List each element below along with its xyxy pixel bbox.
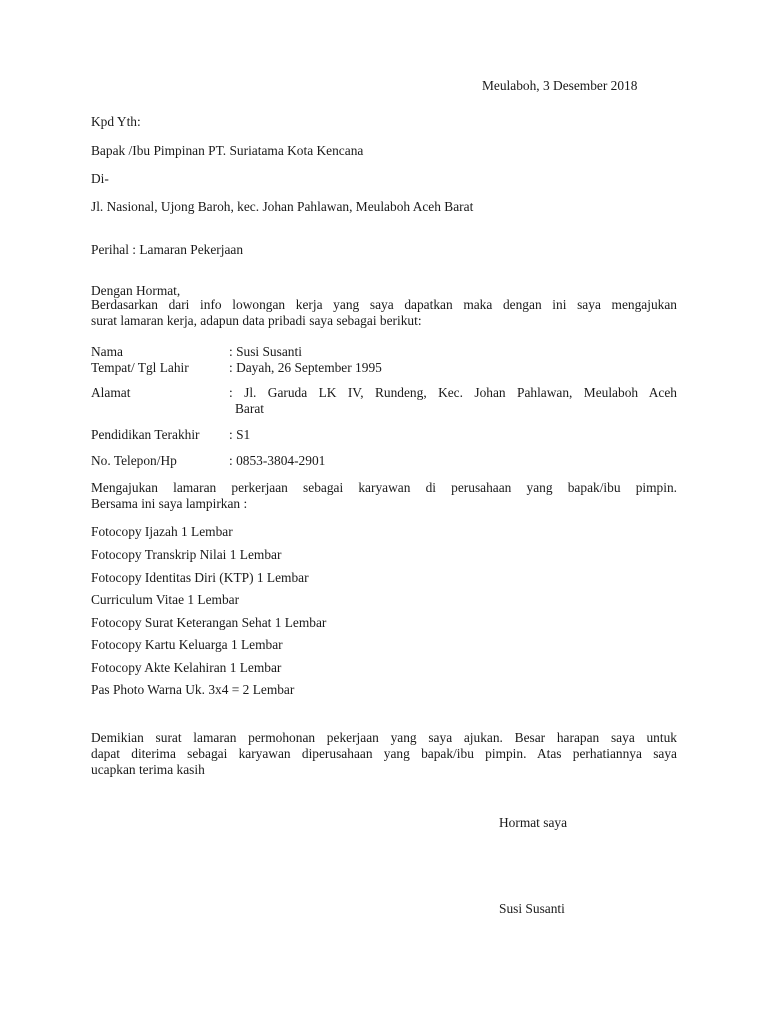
subject-line: Perihal : Lamaran Pekerjaan <box>91 242 244 257</box>
label-pendidikan: Pendidikan Terakhir <box>91 427 200 442</box>
recipient-address: Jl. Nasional, Ujong Baroh, kec. Johan Pahlawan, Meulaboh Aceh Barat <box>91 199 474 214</box>
value-nama: : Susi Susanti <box>229 344 302 359</box>
attachment-item: Fotocopy Transkrip Nilai 1 Lembar <box>91 547 282 562</box>
application-line-2: Bersama ini saya lampirkan : <box>91 496 248 511</box>
value-telepon: : 0853-3804-2901 <box>229 453 326 468</box>
closing-line-2: dapat diterima sebagai karyawan diperusahaan yang bapak/ibu pimpin. Atas perhatiannya saya <box>91 746 677 761</box>
attachment-item: Curriculum Vitae 1 Lembar <box>91 592 240 607</box>
attachment-item: Fotocopy Surat Keterangan Sehat 1 Lembar <box>91 615 327 630</box>
recipient-salutation: Kpd Yth: <box>91 114 141 129</box>
label-tempat-tgl-lahir: Tempat/ Tgl Lahir <box>91 360 189 375</box>
intro-line-1: Berdasarkan dari info lowongan kerja yang saya dapatkan maka dengan ini saya mengajukan <box>91 297 677 312</box>
signer-name: Susi Susanti <box>499 901 565 916</box>
value-alamat <box>229 385 677 417</box>
place-date: Meulaboh, 3 Desember 2018 <box>482 78 638 93</box>
attachment-item: Fotocopy Kartu Keluarga 1 Lembar <box>91 637 283 652</box>
label-telepon: No. Telepon/Hp <box>91 453 177 468</box>
sign-off: Hormat saya <box>499 815 568 830</box>
greeting: Dengan Hormat, <box>91 283 181 298</box>
value-pendidikan: : S1 <box>229 427 251 442</box>
closing-line-1: Demikian surat lamaran permohonan pekerjaan yang saya ajukan. Besar harapan saya untuk <box>91 730 677 745</box>
recipient-name: Bapak /Ibu Pimpinan PT. Suriatama Kota Kencana <box>91 143 364 158</box>
attachment-item: Fotocopy Akte Kelahiran 1 Lembar <box>91 660 282 675</box>
value-alamat-line-1: : Jl. Garuda LK IV, Rundeng, Kec. Johan Pahlawan, Meulaboh Aceh <box>229 385 677 400</box>
recipient-di: Di- <box>91 171 109 186</box>
application-line-1: Mengajukan lamaran perkerjaan sebagai karyawan di perusahaan yang bapak/ibu pimpin. <box>91 480 677 495</box>
intro-line-2: surat lamaran kerja, adapun data pribadi saya sebagai berikut: <box>91 313 422 328</box>
attachment-item: Fotocopy Ijazah 1 Lembar <box>91 524 233 539</box>
label-nama: Nama <box>91 344 123 359</box>
label-alamat: Alamat <box>91 385 131 400</box>
attachment-item: Pas Photo Warna Uk. 3x4 = 2 Lembar <box>91 682 295 697</box>
value-alamat-line-2: Barat <box>235 401 264 416</box>
attachment-item: Fotocopy Identitas Diri (KTP) 1 Lembar <box>91 570 309 585</box>
value-tempat-tgl-lahir: : Dayah, 26 September 1995 <box>229 360 382 375</box>
closing-line-3: ucapkan terima kasih <box>91 762 205 777</box>
